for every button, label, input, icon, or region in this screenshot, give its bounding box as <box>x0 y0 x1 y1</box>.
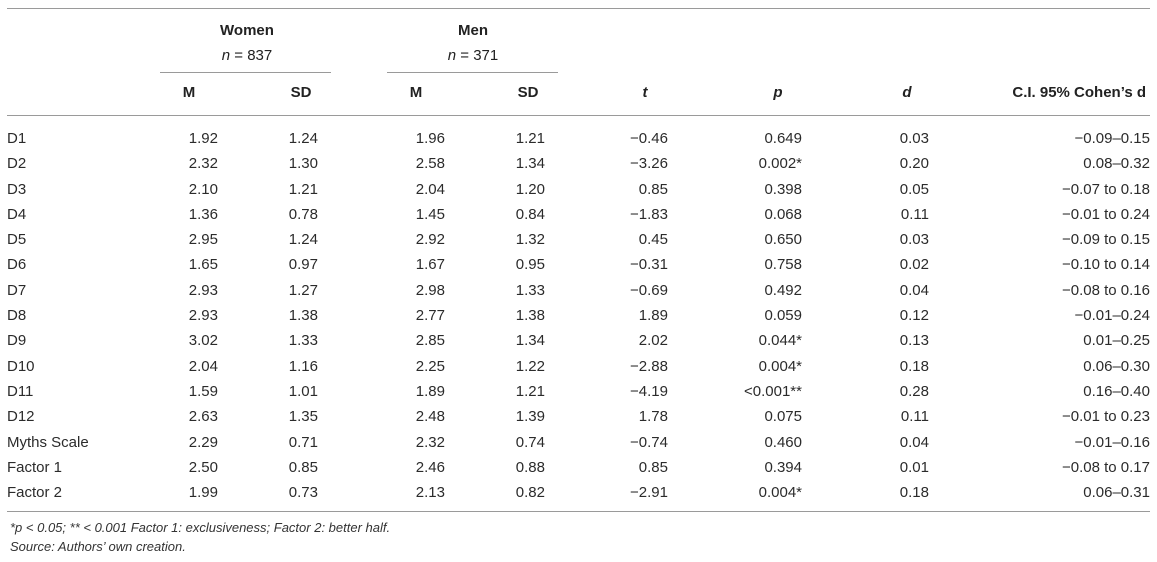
footnote-source: Source: Authors’ own creation. <box>10 539 186 554</box>
table-bottom-rule <box>7 511 1150 512</box>
cell-t: 1.89 <box>638 307 668 325</box>
cell-men-sd: 0.88 <box>515 458 545 476</box>
table-row <box>7 379 1150 404</box>
cell-men-sd: 1.22 <box>515 357 545 375</box>
col-men-sd: SD <box>517 84 539 101</box>
cell-women-sd: 0.78 <box>288 205 318 223</box>
cell-men-sd: 1.20 <box>515 180 545 198</box>
men-n-label: n <box>447 47 457 64</box>
cell-women-sd: 1.21 <box>288 180 318 198</box>
cell-women-m: 1.59 <box>188 382 218 400</box>
cell-ci: 0.08–0.32 <box>1083 155 1150 173</box>
cell-d: 0.05 <box>899 180 929 198</box>
cell-men-m: 2.85 <box>415 332 445 350</box>
cell-men-sd: 1.21 <box>515 382 545 400</box>
cell-men-sd: 1.32 <box>515 231 545 249</box>
cell-d: 0.18 <box>899 357 929 375</box>
women-n-label: n <box>221 47 231 64</box>
table-row <box>7 404 1150 429</box>
cell-men-m: 1.89 <box>415 382 445 400</box>
cell-ci: −0.07 to 0.18 <box>1062 180 1150 198</box>
cell-women-m: 2.95 <box>188 231 218 249</box>
cell-women-m: 3.02 <box>188 332 218 350</box>
cell-men-sd: 1.34 <box>515 332 545 350</box>
col-men-m: M <box>409 84 423 101</box>
cell-d: 0.28 <box>899 382 929 400</box>
row-label: D6 <box>7 256 27 274</box>
women-group-n <box>220 47 274 64</box>
cell-p: <0.001** <box>744 382 802 400</box>
cell-men-sd: 0.74 <box>515 433 545 451</box>
cell-t: 0.85 <box>638 458 668 476</box>
cell-d: 0.03 <box>899 231 929 249</box>
cell-d: 0.11 <box>900 408 929 426</box>
cell-women-m: 1.99 <box>188 484 218 502</box>
row-label: D12 <box>7 408 35 426</box>
cell-men-m: 2.77 <box>415 307 445 325</box>
cell-d: 0.18 <box>899 484 929 502</box>
cell-men-sd: 0.82 <box>515 484 545 502</box>
table-top-rule <box>7 8 1150 9</box>
cell-p: 0.059 <box>764 307 802 325</box>
cell-men-m: 1.67 <box>415 256 445 274</box>
row-label: Factor 2 <box>7 484 63 502</box>
row-label: D9 <box>7 332 27 350</box>
cell-men-m: 2.04 <box>415 180 445 198</box>
cell-p: 0.004* <box>758 357 802 375</box>
cell-ci: 0.01–0.25 <box>1083 332 1150 350</box>
col-women-sd: SD <box>290 84 312 101</box>
row-label: Myths Scale <box>7 433 89 451</box>
row-label: D11 <box>7 382 34 400</box>
row-label: D4 <box>7 205 27 223</box>
cell-p: 0.004* <box>758 484 802 502</box>
table-row <box>7 151 1150 176</box>
row-label: D5 <box>7 231 27 249</box>
cell-t: −2.88 <box>630 357 668 375</box>
col-ci: C.I. 95% Cohen’s d <box>1012 84 1146 101</box>
cell-women-m: 1.36 <box>188 205 218 223</box>
cell-women-m: 2.93 <box>188 307 218 325</box>
cell-p: 0.758 <box>764 256 802 274</box>
cell-men-sd: 1.21 <box>515 130 545 147</box>
cell-t: −0.69 <box>630 281 668 299</box>
cell-ci: −0.01–0.16 <box>1074 433 1150 451</box>
cell-women-m: 2.10 <box>188 180 218 198</box>
cell-ci: −0.01–0.24 <box>1074 307 1150 325</box>
cell-men-sd: 1.38 <box>515 307 545 325</box>
men-n-value: = 371 <box>460 47 499 64</box>
header-bottom-rule <box>7 115 1150 116</box>
cell-women-m: 2.50 <box>188 458 218 476</box>
cell-p: 0.044* <box>758 332 802 350</box>
cell-t: −0.31 <box>630 256 668 274</box>
cell-d: 0.04 <box>899 433 929 451</box>
cell-t: −1.83 <box>630 205 668 223</box>
cell-d: 0.13 <box>899 332 929 350</box>
cell-p: 0.068 <box>764 205 802 223</box>
cell-women-m: 2.63 <box>188 408 218 426</box>
cell-women-sd: 1.38 <box>288 307 318 325</box>
cell-d: 0.11 <box>900 205 929 223</box>
cell-women-sd: 1.01 <box>288 382 318 400</box>
cell-t: −4.19 <box>630 382 668 400</box>
cell-women-sd: 1.30 <box>288 155 318 173</box>
men-group-n <box>448 47 498 64</box>
cell-women-sd: 1.35 <box>288 408 318 426</box>
col-d: d <box>902 84 912 101</box>
cell-men-m: 2.92 <box>415 231 445 249</box>
table-body <box>7 126 1150 505</box>
cell-men-m: 2.13 <box>415 484 445 502</box>
cell-women-m: 2.04 <box>188 357 218 375</box>
cell-ci: 0.06–0.31 <box>1083 484 1150 502</box>
cell-women-sd: 0.71 <box>288 433 318 451</box>
col-t: t <box>642 84 648 101</box>
cell-d: 0.04 <box>899 281 929 299</box>
table-row <box>7 177 1150 202</box>
cell-women-sd: 0.73 <box>288 484 318 502</box>
table-row <box>7 430 1150 455</box>
cell-men-sd: 0.95 <box>515 256 545 274</box>
cell-d: 0.01 <box>899 458 929 476</box>
table-row <box>7 202 1150 227</box>
cell-women-sd: 1.33 <box>288 332 318 350</box>
table-row <box>7 278 1150 303</box>
col-p: p <box>773 84 783 101</box>
cell-men-sd: 0.84 <box>515 205 545 223</box>
cell-ci: −0.01 to 0.24 <box>1062 205 1150 223</box>
row-label: D7 <box>7 281 27 299</box>
cell-women-m: 1.65 <box>188 256 218 274</box>
cell-men-m: 1.45 <box>415 205 445 223</box>
row-label: D10 <box>7 357 35 375</box>
cell-p: 0.492 <box>764 281 802 299</box>
cell-women-sd: 1.16 <box>288 357 318 375</box>
cell-t: 0.85 <box>638 180 668 198</box>
cell-t: 0.45 <box>638 231 668 249</box>
cell-women-sd: 1.24 <box>288 130 318 147</box>
table-row <box>7 455 1150 480</box>
cell-p: 0.650 <box>764 231 802 249</box>
cell-d: 0.03 <box>899 130 929 147</box>
cell-ci: −0.08 to 0.16 <box>1062 281 1150 299</box>
cell-t: −0.74 <box>630 433 668 451</box>
cell-p: 0.460 <box>764 433 802 451</box>
table-row <box>7 303 1150 328</box>
cell-p: 0.002* <box>758 155 802 173</box>
cell-women-sd: 1.24 <box>288 231 318 249</box>
cell-t: 1.78 <box>638 408 668 426</box>
cell-women-m: 2.32 <box>188 155 218 173</box>
cell-men-m: 2.25 <box>415 357 445 375</box>
cell-women-sd: 1.27 <box>288 281 318 299</box>
cell-p: 0.075 <box>764 408 802 426</box>
cell-men-m: 2.48 <box>415 408 445 426</box>
cell-women-m: 2.93 <box>188 281 218 299</box>
table-row <box>7 126 1150 151</box>
men-group-rule <box>387 72 558 73</box>
table-row <box>7 227 1150 252</box>
row-label: D1 <box>7 130 27 147</box>
table-row <box>7 252 1150 277</box>
cell-men-sd: 1.33 <box>515 281 545 299</box>
women-group-title: Women <box>220 22 274 39</box>
cell-ci: −0.08 to 0.17 <box>1062 458 1150 476</box>
women-group-rule <box>160 72 331 73</box>
cell-d: 0.20 <box>899 155 929 173</box>
cell-d: 0.12 <box>899 307 929 325</box>
row-label: D2 <box>7 155 27 173</box>
men-group-title: Men <box>457 22 488 39</box>
cell-women-sd: 0.97 <box>288 256 318 274</box>
cell-p: 0.398 <box>764 180 802 198</box>
table-row <box>7 480 1150 505</box>
cell-ci: −0.09–0.15 <box>1074 130 1150 147</box>
cell-t: 2.02 <box>638 332 668 350</box>
row-label: D3 <box>7 180 27 198</box>
women-group-header <box>220 22 274 64</box>
cell-ci: −0.09 to 0.15 <box>1062 231 1150 249</box>
cell-women-m: 1.92 <box>188 130 218 147</box>
cell-ci: 0.16–0.40 <box>1083 382 1150 400</box>
table-row <box>7 328 1150 353</box>
cell-ci: −0.10 to 0.14 <box>1062 256 1150 274</box>
cell-men-m: 2.58 <box>415 155 445 173</box>
cell-men-sd: 1.39 <box>515 408 545 426</box>
cell-men-m: 2.46 <box>415 458 445 476</box>
cell-p: 0.649 <box>764 130 802 147</box>
cell-men-sd: 1.34 <box>515 155 545 173</box>
col-women-m: M <box>182 84 196 101</box>
row-label: D8 <box>7 307 27 325</box>
cell-p: 0.394 <box>764 458 802 476</box>
men-group-header <box>448 22 498 64</box>
cell-men-m: 2.98 <box>415 281 445 299</box>
cell-men-m: 1.96 <box>415 130 445 147</box>
footnote-significance: *p < 0.05; ** < 0.001 Factor 1: exclusiveness; Factor 2: better half. <box>10 520 391 535</box>
cell-t: −0.46 <box>630 130 668 147</box>
cell-t: −2.91 <box>630 484 668 502</box>
women-n-value: = 837 <box>234 47 273 64</box>
cell-ci: −0.01 to 0.23 <box>1062 408 1150 426</box>
cell-t: −3.26 <box>630 155 668 173</box>
table-row <box>7 354 1150 379</box>
cell-women-m: 2.29 <box>188 433 218 451</box>
cell-d: 0.02 <box>899 256 929 274</box>
cell-ci: 0.06–0.30 <box>1083 357 1150 375</box>
row-label: Factor 1 <box>7 458 63 476</box>
cell-women-sd: 0.85 <box>288 458 318 476</box>
cell-men-m: 2.32 <box>415 433 445 451</box>
